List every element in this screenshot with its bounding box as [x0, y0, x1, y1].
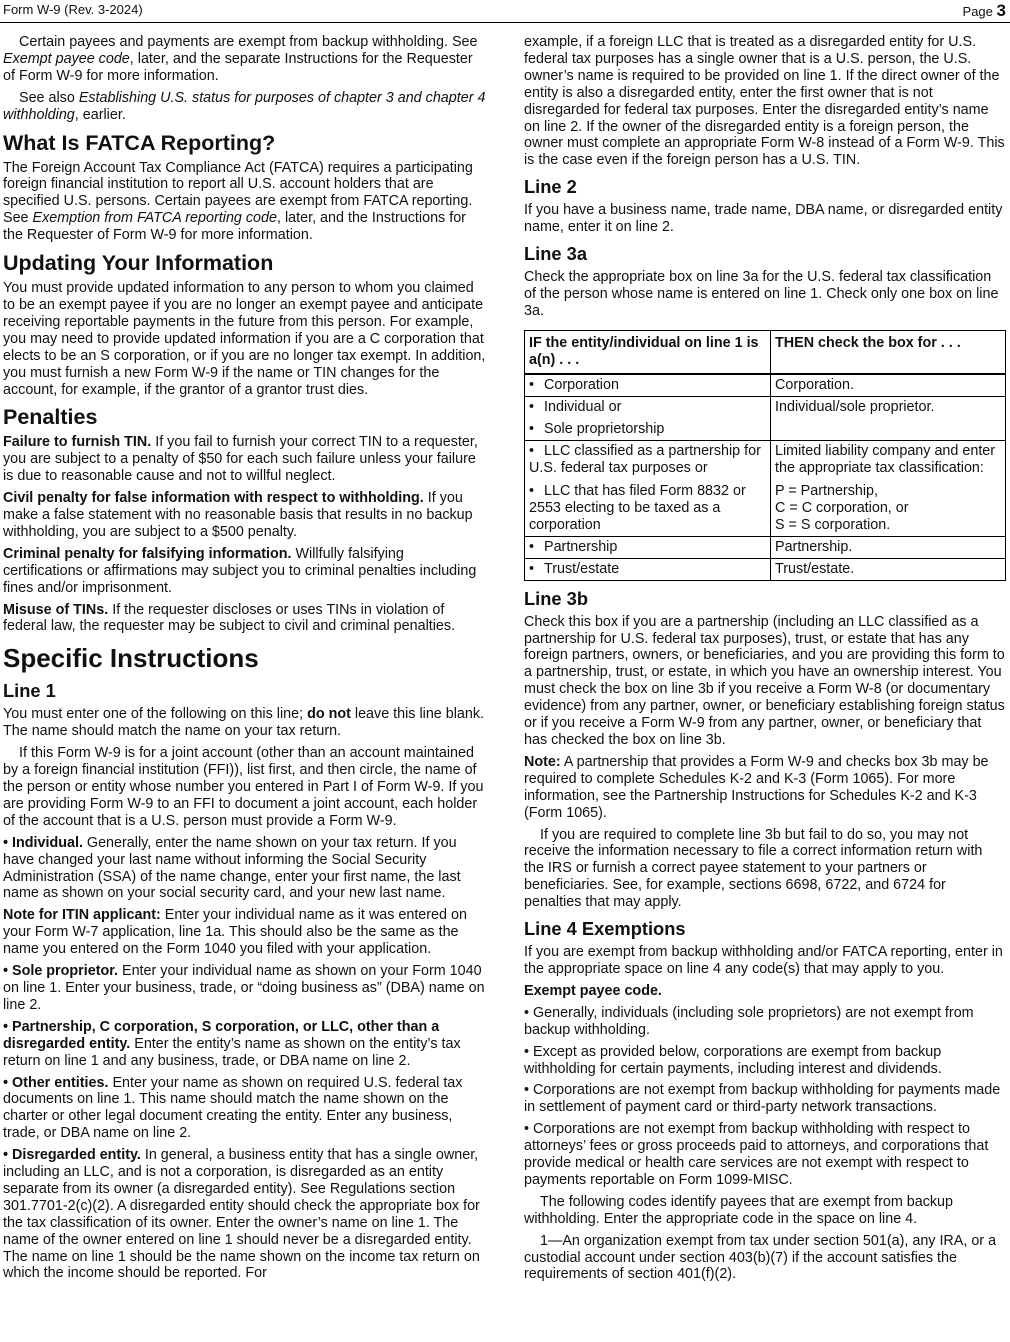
- left-column: [3, 34, 487, 1287]
- joint-account-paragraph: If this Form W-9 is for a joint account (other than an account maintained by a foreign financial institution (FFI)), list first, and then circle, the name of the person or entity whose number you entered in Part I of Form W-9. If you are providing Form W-9 to an FFI to document a joint account, each holder of the account that is a U.S. person must provide a Form W-9.: [3, 745, 484, 829]
- exempt-item-corporations: • Except as provided below, corporations are exempt from backup withholding for certain payments, including interest and dividends.: [524, 1043, 942, 1077]
- partnership-paragraph: • Partnership, C corporation, S corporation, or LLC, other than a disregarded entity. Enter the entity’s name as shown on the entity’s tax return on line 1 and any business, trade, or DBA name on line 2.: [3, 1018, 461, 1069]
- page-label: Page: [962, 4, 993, 19]
- table-row: • LLC classified as a partnership for U.S. federal tax purposes or • LLC that has filed Form 8832 or 2553 electing to be taxed as a corporation Limited liability company and enter the appropriate tax classification: P = Partnership, C = C corporation, or S = S corporation.: [525, 441, 1006, 537]
- form-id: Form W-9 (Rev. 3-2024): [3, 2, 143, 17]
- fatca-heading: What Is FATCA Reporting?: [3, 130, 276, 155]
- right-column: [524, 34, 1006, 1288]
- continued-paragraph: example, if a foreign LLC that is treated as a disregarded entity for U.S. federal tax purposes has a single owner that is a U.S. person, the U.S. owner’s name is required to be provided on line 1. If the direct owner of the entity is also a disregarded entity, enter the first owner that is not disregarded for federal tax purposes. Enter the disregarded entity’s name on line 2. If the owner of the disregarded entity is a foreign person, the owner must complete an appropriate Form W-8 instead of a Form W-9. This is the case even if the foreign person has a U.S. TIN.: [524, 34, 1005, 169]
- exempt-item-attorneys: • Corporations are not exempt from backup withholding with respect to attorneys’ fees or gross proceeds paid to attorneys, and corporations that provide medical or health care services are not exempt with respect to payments reportable on Form 1099-MISC.: [524, 1121, 989, 1188]
- penalty-criminal: Criminal penalty for falsifying information. Willfully falsifying certifications or affirmations may subject you to criminal penalties including fines and/or imprisonment.: [3, 545, 477, 596]
- line3b-paragraph: Check this box if you are a partnership (including an LLC classified as a partnership for U.S. federal tax purposes), trust, or estate that has any foreign partners, owners, or beneficiaries, and you are providing this form to a partnership, trust, or estate, in which you have an ownership interest. You must check the box on line 3b if you receive a Form W-8 (or documentary evidence) from any partner, owner, or beneficiary establishing foreign status or if you receive a Form W-9 from any partner, owner, or beneficiary that has checked the box on line 3b.: [524, 613, 1005, 748]
- line3b-penalty-paragraph: If you are required to complete line 3b but fail to do so, you may not receive the information necessary to file a correct information return with the IRS or furnish a correct payee statement to your partners or beneficiaries. See, for example, sections 6698, 6722, and 6724 for penalties that may apply.: [524, 826, 983, 911]
- line3b-heading: Line 3b: [524, 587, 588, 609]
- penalties-heading: Penalties: [3, 405, 98, 430]
- page-number: 3: [996, 1, 1006, 20]
- classification-table: [524, 330, 1006, 581]
- itin-note-paragraph: Note for ITIN applicant: Enter your individual name as it was entered on your Form W-7 application, line 1a. This should also be the same as the name you entered on the Form 1040 you filed with your application.: [3, 907, 467, 958]
- table-row: • Trust/estate Trust/estate.: [525, 558, 1006, 580]
- table-col1-header: IF the entity/individual on line 1 is a(n) . . .: [525, 330, 771, 373]
- fatca-paragraph: The Foreign Account Tax Compliance Act (FATCA) requires a participating foreign financial institution to report all U.S. account holders that are specified U.S. persons. Certain payees are exempt from FATCA reporting. See Exemption from FATCA reporting code, later, and the Instructions for the Requester of Form W-9 for more information.: [3, 159, 473, 244]
- backup-exempt-paragraph: Certain payees and payments are exempt from backup withholding. See Exempt payee code, later, and the separate Instructions for the Requester of Form W-9 for more information.: [3, 34, 478, 84]
- individual-paragraph: • Individual. Generally, enter the name shown on your tax return. If you have changed your last name without informing the Social Security Administration (SSA) of the name change, enter your first name, the last name as shown on your social security card, and your new last name.: [3, 834, 461, 902]
- penalty-failure-tin: Failure to furnish TIN. If you fail to furnish your correct TIN to a requester, you are subject to a penalty of $50 for each such failure unless your failure is due to reasonable cause and not to willful neglect.: [3, 434, 478, 485]
- updating-heading: Updating Your Information: [3, 251, 274, 276]
- line1-heading: Line 1: [3, 680, 56, 702]
- line4-heading: Line 4 Exemptions: [524, 918, 686, 940]
- exempt-item-individuals: • Generally, individuals (including sole proprietors) are not exempt from backup withholding.: [524, 1004, 974, 1038]
- table-col2-header: THEN check the box for . . .: [771, 330, 1006, 373]
- other-entities-paragraph: • Other entities. Enter your name as shown on required U.S. federal tax documents on line 1. This name should match the name shown on the charter or other legal document creating the entity. Enter any business, trade, or DBA name on line 2.: [3, 1074, 463, 1142]
- see-also-paragraph: See also Establishing U.S. status for purposes of chapter 3 and chapter 4 withholding, earlier.: [3, 89, 486, 123]
- table-row: • Partnership Partnership.: [525, 536, 1006, 558]
- exempt-payee-heading: Exempt payee code.: [524, 982, 662, 999]
- line2-heading: Line 2: [524, 176, 577, 198]
- table-row: • Corporation Corporation.: [525, 374, 1006, 396]
- specific-instructions-heading: Specific Instructions: [3, 643, 259, 674]
- line3a-heading: Line 3a: [524, 243, 587, 265]
- code-1-paragraph: 1—An organization exempt from tax under section 501(a), any IRA, or a custodial account under section 403(b)(7) if the account satisfies the requirements of section 401(f)(2).: [524, 1232, 997, 1283]
- penalty-misuse: Misuse of TINs. If the requester discloses or uses TINs in violation of federal law, the requester may be subject to civil and criminal penalties.: [3, 601, 456, 635]
- updating-paragraph: You must provide updated information to any person to whom you claimed to be an exempt payee if you are no longer an exempt payee and anticipate receiving reportable payments in the future from this person. For example, you may need to provide updated information if you are a C corporation that elects to be an S corporation, or if you are no longer tax exempt. In addition, you must furnish a new Form W-9 if the name or TIN changes for the account, for example, if the grantor of a grantor trust dies.: [3, 280, 486, 398]
- line3a-paragraph: Check the appropriate box on line 3a for the U.S. federal tax classification of the person whose name is entered on line 1. Check only one box on line 3a.: [524, 269, 999, 319]
- page-indicator: [963, 1, 1006, 21]
- penalty-civil: Civil penalty for false information with respect to withholding. If you make a false statement with no reasonable basis that results in no backup withholding, you are subject to a $500 penalty.: [3, 490, 473, 540]
- note-paragraph: Note: A partnership that provides a Form W-9 and checks box 3b may be required to complete Schedules K-2 and K-3 (Form 1065). For more information, see the Partnership Instructions for Schedules K-2 and K-3 (Form 1065).: [524, 753, 989, 821]
- line4-paragraph: If you are exempt from backup withholding and/or FATCA reporting, enter in the appropriate space on line 4 any code(s) that may apply to you.: [524, 944, 1003, 977]
- page-header: [0, 0, 1010, 23]
- line1-paragraph: You must enter one of the following on this line; do not leave this line blank. The name should match the name on your tax return.: [3, 706, 485, 740]
- sole-proprietor-paragraph: • Sole proprietor. Enter your individual name as shown on your Form 1040 on line 1. Enter your business, trade, or “doing business as” (DBA) name on line 2.: [3, 963, 485, 1013]
- codes-paragraph: The following codes identify payees that are exempt from backup withholding. Enter the appropriate code in the space on line 4.: [524, 1193, 954, 1227]
- line2-paragraph: If you have a business name, trade name, DBA name, or disregarded entity name, enter it on line 2.: [524, 202, 1003, 236]
- table-header-row: [525, 330, 1006, 373]
- exempt-item-payment-card: • Corporations are not exempt from backup withholding for payments made in settlement of payment card or third-party network transactions.: [524, 1082, 1001, 1116]
- table-row: • Individual or • Sole proprietorship Individual/sole proprietor.: [525, 396, 1006, 441]
- disregarded-entity-paragraph: • Disregarded entity. In general, a business entity that has a single owner, including an LLC, and is not a corporation, is disregarded as an entity separate from its owner (a disregarded entity). See Regulations section 301.7701-2(c)(2). A disregarded entity should check the appropriate box for the tax classification of its owner. Enter the owner’s name on line 1. The name of the owner entered on line 1 should never be a disregarded entity. The name on line 1 should be the name shown on the income tax return on which the income should be reported. For: [3, 1147, 480, 1282]
